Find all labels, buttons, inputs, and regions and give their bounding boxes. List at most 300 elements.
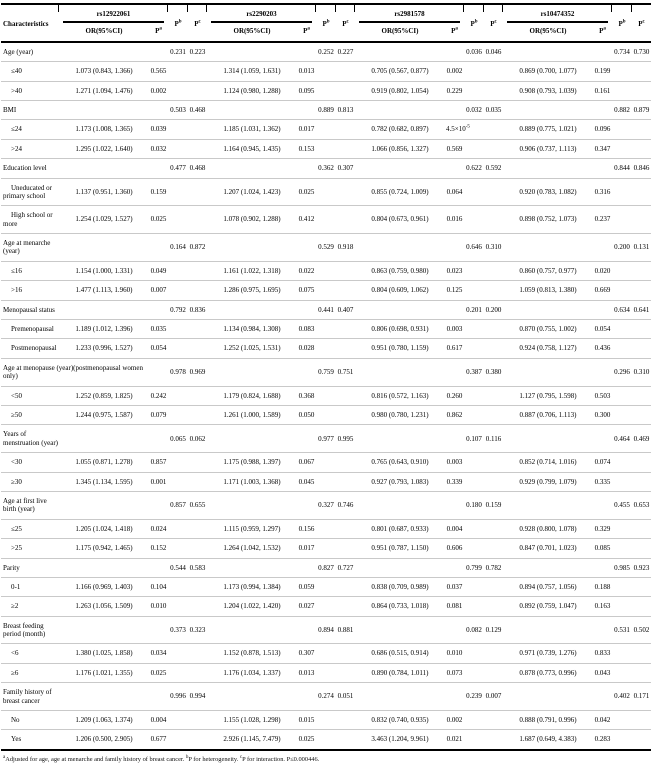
pb-value bbox=[612, 281, 632, 300]
or-value: 0.920 (0.783, 1.082) bbox=[503, 178, 593, 206]
pc-value bbox=[336, 81, 355, 100]
pa-value: 0.569 bbox=[445, 139, 464, 158]
pa-value bbox=[149, 358, 168, 386]
data-row bbox=[1, 472, 651, 491]
pa-value bbox=[297, 159, 316, 178]
pb-value bbox=[316, 120, 336, 139]
pb-value: 0.296 bbox=[612, 358, 632, 386]
or-value: 1.345 (1.134, 1.595) bbox=[59, 472, 149, 491]
or-value: 1.173 (1.008, 1.365) bbox=[59, 120, 149, 139]
pc-value bbox=[632, 730, 651, 750]
pb-value bbox=[612, 711, 632, 730]
or-value: 0.864 (0.733, 1.018) bbox=[355, 597, 445, 616]
pa-value bbox=[593, 491, 612, 519]
or-value: 1.059 (0.813, 1.380) bbox=[503, 281, 593, 300]
pc-value: 0.994 bbox=[188, 683, 207, 711]
or-value: 0.908 (0.793, 1.039) bbox=[503, 81, 593, 100]
or-value bbox=[59, 300, 149, 319]
or-value bbox=[355, 425, 445, 453]
pc-value bbox=[632, 386, 651, 405]
pa-value: 0.025 bbox=[149, 663, 168, 682]
pc-value bbox=[484, 62, 503, 81]
pb-value: 0.889 bbox=[316, 100, 336, 119]
or-value: 0.855 (0.724, 1.009) bbox=[355, 178, 445, 206]
or-value: 1.164 (0.945, 1.435) bbox=[207, 139, 297, 158]
pb-value: 0.503 bbox=[168, 100, 188, 119]
pb-value: 0.387 bbox=[464, 358, 484, 386]
or-value bbox=[355, 159, 445, 178]
or-value bbox=[355, 100, 445, 119]
or-value bbox=[503, 358, 593, 386]
row-label: Uneducated or primary school bbox=[1, 178, 59, 206]
pb-value bbox=[316, 339, 336, 358]
pb-value bbox=[612, 539, 632, 558]
or-value: 1.185 (1.031, 1.362) bbox=[207, 120, 297, 139]
pc-value: 0.171 bbox=[632, 683, 651, 711]
pc-value bbox=[484, 261, 503, 280]
pc-value: 0.846 bbox=[632, 159, 651, 178]
pb-value bbox=[464, 577, 484, 596]
or-value bbox=[503, 425, 593, 453]
pa-value: 0.049 bbox=[149, 261, 168, 280]
or-value: 1.252 (0.859, 1.825) bbox=[59, 386, 149, 405]
or-value bbox=[503, 683, 593, 711]
pb-value bbox=[612, 472, 632, 491]
col-header-pb-1: $P^b$ bbox=[316, 4, 336, 42]
pb-value: 0.362 bbox=[316, 159, 336, 178]
col-header-or-3: OR(95%CI) bbox=[503, 23, 593, 41]
or-value bbox=[503, 558, 593, 577]
pc-value bbox=[336, 539, 355, 558]
row-label: >25 bbox=[1, 539, 59, 558]
pc-value bbox=[484, 453, 503, 472]
pb-value bbox=[464, 663, 484, 682]
pc-value bbox=[188, 386, 207, 405]
category-row bbox=[1, 358, 651, 386]
pa-value: 0.163 bbox=[593, 597, 612, 616]
row-label: ≥6 bbox=[1, 663, 59, 682]
pa-value: 0.028 bbox=[297, 339, 316, 358]
pa-value: 0.035 bbox=[149, 320, 168, 339]
pc-value bbox=[632, 519, 651, 538]
pb-value bbox=[464, 139, 484, 158]
data-row bbox=[1, 453, 651, 472]
or-value bbox=[503, 159, 593, 178]
pb-value bbox=[316, 139, 336, 158]
row-label: ≤24 bbox=[1, 120, 59, 139]
or-value: 1.175 (0.988, 1.397) bbox=[207, 453, 297, 472]
category-row bbox=[1, 100, 651, 119]
pa-value: 0.095 bbox=[297, 81, 316, 100]
pa-value: 0.025 bbox=[149, 206, 168, 234]
category-row bbox=[1, 300, 651, 319]
snp-header-2 bbox=[355, 4, 464, 23]
pc-value bbox=[484, 120, 503, 139]
row-label: ≥2 bbox=[1, 597, 59, 616]
data-row bbox=[1, 519, 651, 538]
pc-value bbox=[188, 663, 207, 682]
or-value: 1.173 (0.994, 1.384) bbox=[207, 577, 297, 596]
row-label: <50 bbox=[1, 386, 59, 405]
pa-value: 0.074 bbox=[593, 453, 612, 472]
or-value: 0.889 (0.775, 1.021) bbox=[503, 120, 593, 139]
pa-value: 0.857 bbox=[149, 453, 168, 472]
pc-value bbox=[188, 730, 207, 750]
pb-value bbox=[612, 730, 632, 750]
pa-value: 0.283 bbox=[593, 730, 612, 750]
pc-value bbox=[484, 281, 503, 300]
pc-value bbox=[188, 339, 207, 358]
data-row bbox=[1, 81, 651, 100]
pc-value: 0.813 bbox=[336, 100, 355, 119]
pb-value bbox=[316, 663, 336, 682]
or-value: 1.166 (0.969, 1.403) bbox=[59, 577, 149, 596]
pb-value bbox=[464, 730, 484, 750]
pc-value bbox=[336, 281, 355, 300]
snp-header-2-label: rs2981578 bbox=[359, 10, 460, 23]
pa-value: 0.010 bbox=[445, 644, 464, 663]
pc-value bbox=[484, 577, 503, 596]
or-value: 0.919 (0.802, 1.054) bbox=[355, 81, 445, 100]
pb-value bbox=[612, 206, 632, 234]
pa-value: 0.003 bbox=[445, 320, 464, 339]
or-value: 0.929 (0.799, 1.079) bbox=[503, 472, 593, 491]
or-value: 1.261 (1.000, 1.589) bbox=[207, 405, 297, 424]
pa-value: 0.436 bbox=[593, 339, 612, 358]
pa-value: 0.027 bbox=[297, 597, 316, 616]
category-row bbox=[1, 159, 651, 178]
row-label: Age at menopause (year)(postmenopausal women only) bbox=[1, 358, 149, 386]
data-row bbox=[1, 261, 651, 280]
pb-value bbox=[612, 597, 632, 616]
or-value: 1.204 (1.022, 1.420) bbox=[207, 597, 297, 616]
col-header-pc-2: $P^c$ bbox=[484, 4, 503, 42]
pa-value bbox=[593, 683, 612, 711]
category-row bbox=[1, 558, 651, 577]
pa-value: 0.153 bbox=[297, 139, 316, 158]
pc-value bbox=[632, 178, 651, 206]
pa-value bbox=[445, 234, 464, 262]
pb-value bbox=[168, 139, 188, 158]
pc-value bbox=[484, 139, 503, 158]
or-value: 0.980 (0.780, 1.231) bbox=[355, 405, 445, 424]
pb-value bbox=[168, 663, 188, 682]
pc-value: 0.468 bbox=[188, 100, 207, 119]
pa-value: 0.156 bbox=[297, 519, 316, 538]
pc-value bbox=[336, 663, 355, 682]
col-header-pa-3: $P^a$ bbox=[593, 23, 612, 41]
or-value: 1.175 (0.942, 1.465) bbox=[59, 539, 149, 558]
pb-value bbox=[464, 539, 484, 558]
pc-value bbox=[188, 539, 207, 558]
col-header-pb-0: $P^b$ bbox=[168, 4, 188, 42]
pc-value bbox=[188, 178, 207, 206]
pc-value bbox=[632, 120, 651, 139]
pb-value bbox=[168, 405, 188, 424]
or-value: 1.171 (1.003, 1.368) bbox=[207, 472, 297, 491]
or-value bbox=[59, 42, 149, 62]
pb-value bbox=[168, 539, 188, 558]
or-value: 0.927 (0.793, 1.083) bbox=[355, 472, 445, 491]
pa-value bbox=[149, 558, 168, 577]
pa-value bbox=[149, 159, 168, 178]
row-label: 0-1 bbox=[1, 577, 59, 596]
row-label: Age at first live birth (year) bbox=[1, 491, 59, 519]
or-value: 1.078 (0.902, 1.288) bbox=[207, 206, 297, 234]
or-value: 0.782 (0.682, 0.897) bbox=[355, 120, 445, 139]
pa-value: 0.104 bbox=[149, 577, 168, 596]
pc-value: 0.407 bbox=[336, 300, 355, 319]
pa-value: 0.004 bbox=[445, 519, 464, 538]
row-label: ≤25 bbox=[1, 519, 59, 538]
row-label: Age (year) bbox=[1, 42, 59, 62]
pb-value bbox=[464, 261, 484, 280]
pc-value bbox=[484, 320, 503, 339]
or-value: 0.863 (0.759, 0.980) bbox=[355, 261, 445, 280]
row-label: Education level bbox=[1, 159, 59, 178]
pa-value bbox=[297, 300, 316, 319]
pc-value bbox=[632, 261, 651, 280]
pc-value bbox=[336, 453, 355, 472]
or-value: 1.205 (1.024, 1.418) bbox=[59, 519, 149, 538]
or-value: 0.806 (0.698, 0.931) bbox=[355, 320, 445, 339]
or-value bbox=[59, 425, 149, 453]
col-header-pa-0: $P^a$ bbox=[149, 23, 168, 41]
pc-value: 0.879 bbox=[632, 100, 651, 119]
pa-value: 0.329 bbox=[593, 519, 612, 538]
pc-value: 0.307 bbox=[336, 159, 355, 178]
pb-value bbox=[168, 472, 188, 491]
table-header bbox=[1, 4, 651, 42]
col-header-or-0: OR(95%CI) bbox=[59, 23, 149, 41]
pc-value: 0.046 bbox=[484, 42, 503, 62]
pb-value bbox=[316, 453, 336, 472]
or-value: 0.906 (0.737, 1.113) bbox=[503, 139, 593, 158]
pb-value: 0.441 bbox=[316, 300, 336, 319]
pb-value bbox=[612, 453, 632, 472]
pa-value bbox=[149, 683, 168, 711]
pc-value bbox=[188, 711, 207, 730]
or-value bbox=[355, 683, 445, 711]
row-label: >40 bbox=[1, 81, 59, 100]
pc-value bbox=[632, 597, 651, 616]
pa-value: 0.017 bbox=[297, 120, 316, 139]
pa-value bbox=[297, 358, 316, 386]
col-header-characteristics: Characteristics bbox=[1, 4, 59, 42]
pc-value bbox=[188, 320, 207, 339]
pa-value bbox=[593, 100, 612, 119]
pa-value bbox=[445, 425, 464, 453]
or-value: 1.295 (1.022, 1.640) bbox=[59, 139, 149, 158]
pa-value bbox=[297, 683, 316, 711]
or-value: 1.155 (1.028, 1.298) bbox=[207, 711, 297, 730]
or-value: 1.252 (1.025, 1.531) bbox=[207, 339, 297, 358]
pa-value: 0.096 bbox=[593, 120, 612, 139]
data-row bbox=[1, 405, 651, 424]
pc-value bbox=[188, 472, 207, 491]
pb-value: 0.402 bbox=[612, 683, 632, 711]
pc-value bbox=[484, 472, 503, 491]
pb-value: 0.844 bbox=[612, 159, 632, 178]
pb-value bbox=[464, 81, 484, 100]
pb-value bbox=[464, 320, 484, 339]
pb-value: 0.544 bbox=[168, 558, 188, 577]
pa-value bbox=[593, 234, 612, 262]
pb-value: 0.032 bbox=[464, 100, 484, 119]
row-label: No bbox=[1, 711, 59, 730]
pa-value: 0.004 bbox=[149, 711, 168, 730]
pc-value: 0.727 bbox=[336, 558, 355, 577]
pc-value: 0.592 bbox=[484, 159, 503, 178]
or-value bbox=[355, 616, 445, 644]
pa-value: 0.368 bbox=[297, 386, 316, 405]
pb-value bbox=[612, 178, 632, 206]
or-value: 1.161 (1.022, 1.318) bbox=[207, 261, 297, 280]
pc-value bbox=[188, 261, 207, 280]
pc-value bbox=[336, 577, 355, 596]
pb-value bbox=[168, 711, 188, 730]
pc-value: 0.323 bbox=[188, 616, 207, 644]
or-value bbox=[207, 300, 297, 319]
pc-value bbox=[188, 597, 207, 616]
col-header-pc-3: $P^c$ bbox=[632, 4, 651, 42]
pa-value bbox=[149, 491, 168, 519]
pa-value bbox=[297, 100, 316, 119]
or-value bbox=[355, 234, 445, 262]
pa-value: 0.161 bbox=[593, 81, 612, 100]
pa-value: 0.025 bbox=[297, 730, 316, 750]
or-value: 1.687 (0.649, 4.383) bbox=[503, 730, 593, 750]
pa-value: 0.300 bbox=[593, 405, 612, 424]
pc-value bbox=[336, 320, 355, 339]
data-row bbox=[1, 62, 651, 81]
or-value: 0.894 (0.757, 1.056) bbox=[503, 577, 593, 596]
pb-value: 0.996 bbox=[168, 683, 188, 711]
pb-value bbox=[464, 206, 484, 234]
association-table bbox=[1, 3, 651, 751]
data-row bbox=[1, 597, 651, 616]
pb-value: 0.327 bbox=[316, 491, 336, 519]
pa-value bbox=[149, 100, 168, 119]
pb-value: 0.529 bbox=[316, 234, 336, 262]
pc-value bbox=[632, 62, 651, 81]
pb-value bbox=[612, 644, 632, 663]
pc-value: 0.653 bbox=[632, 491, 651, 519]
pb-value: 0.977 bbox=[316, 425, 336, 453]
pa-value: 0.043 bbox=[593, 663, 612, 682]
pa-value: 0.010 bbox=[149, 597, 168, 616]
or-value: 1.055 (0.871, 1.278) bbox=[59, 453, 149, 472]
pb-value: 0.646 bbox=[464, 234, 484, 262]
pc-value: 0.918 bbox=[336, 234, 355, 262]
pc-value: 0.469 bbox=[632, 425, 651, 453]
pc-value bbox=[484, 178, 503, 206]
or-value bbox=[59, 683, 149, 711]
pb-value bbox=[316, 386, 336, 405]
or-value: 1.209 (1.063, 1.374) bbox=[59, 711, 149, 730]
or-value: 1.115 (0.959, 1.297) bbox=[207, 519, 297, 538]
category-row bbox=[1, 683, 651, 711]
pb-value: 0.622 bbox=[464, 159, 484, 178]
pa-value: 0.242 bbox=[149, 386, 168, 405]
or-value bbox=[59, 616, 149, 644]
pc-value bbox=[188, 519, 207, 538]
pa-value: 0.016 bbox=[445, 206, 464, 234]
pa-value: 0.039 bbox=[149, 120, 168, 139]
or-value: 1.263 (1.056, 1.509) bbox=[59, 597, 149, 616]
pa-value bbox=[445, 491, 464, 519]
pa-value bbox=[593, 425, 612, 453]
pc-value bbox=[484, 730, 503, 750]
pb-value: 0.239 bbox=[464, 683, 484, 711]
pb-value bbox=[168, 120, 188, 139]
pb-value: 0.759 bbox=[316, 358, 336, 386]
pa-value: 0.064 bbox=[445, 178, 464, 206]
pc-value: 0.746 bbox=[336, 491, 355, 519]
pb-value bbox=[612, 386, 632, 405]
pa-value: 0.237 bbox=[593, 206, 612, 234]
data-row bbox=[1, 320, 651, 339]
pc-value bbox=[188, 644, 207, 663]
pc-value: 0.227 bbox=[336, 42, 355, 62]
category-row bbox=[1, 425, 651, 453]
pa-value: 0.003 bbox=[445, 453, 464, 472]
or-value bbox=[207, 234, 297, 262]
pc-value bbox=[336, 405, 355, 424]
or-value bbox=[59, 491, 149, 519]
col-header-pb-3: $P^b$ bbox=[612, 4, 632, 42]
pc-value: 0.583 bbox=[188, 558, 207, 577]
pb-value bbox=[316, 320, 336, 339]
pa-value: 0.125 bbox=[445, 281, 464, 300]
pa-value bbox=[445, 358, 464, 386]
pb-value bbox=[464, 453, 484, 472]
pa-value: 0.083 bbox=[297, 320, 316, 339]
pc-value: 0.641 bbox=[632, 300, 651, 319]
pa-value bbox=[297, 616, 316, 644]
pb-value: 0.164 bbox=[168, 234, 188, 262]
pb-value bbox=[612, 519, 632, 538]
pb-value bbox=[464, 472, 484, 491]
pc-value bbox=[632, 644, 651, 663]
or-value: 0.898 (0.752, 1.073) bbox=[503, 206, 593, 234]
snp-header-0-label: rs12922061 bbox=[63, 10, 164, 23]
footnote: $^a$Adjusted for age, age at menarche and family history of breast cancer. $^b$P for heterogeneity. $^c$P for interaction. P≤0.000446. bbox=[3, 754, 320, 763]
pa-value: 0.067 bbox=[297, 453, 316, 472]
category-row bbox=[1, 491, 651, 519]
row-label: High school or more bbox=[1, 206, 59, 234]
pa-value: 0.054 bbox=[149, 339, 168, 358]
pa-value bbox=[149, 425, 168, 453]
pa-value: 0.002 bbox=[445, 62, 464, 81]
or-value: 0.870 (0.755, 1.002) bbox=[503, 320, 593, 339]
pa-value: 0.669 bbox=[593, 281, 612, 300]
row-label: <30 bbox=[1, 453, 59, 472]
pa-value bbox=[297, 234, 316, 262]
data-row bbox=[1, 577, 651, 596]
pc-value: 0.836 bbox=[188, 300, 207, 319]
pc-value bbox=[336, 519, 355, 538]
pc-value: 0.051 bbox=[336, 683, 355, 711]
or-value bbox=[207, 425, 297, 453]
pa-value: 0.229 bbox=[445, 81, 464, 100]
pb-value: 0.978 bbox=[168, 358, 188, 386]
pc-value: 0.782 bbox=[484, 558, 503, 577]
pc-value: 0.923 bbox=[632, 558, 651, 577]
col-header-pb-2: $P^b$ bbox=[464, 4, 484, 42]
pb-value bbox=[464, 281, 484, 300]
or-value: 1.137 (0.951, 1.360) bbox=[59, 178, 149, 206]
